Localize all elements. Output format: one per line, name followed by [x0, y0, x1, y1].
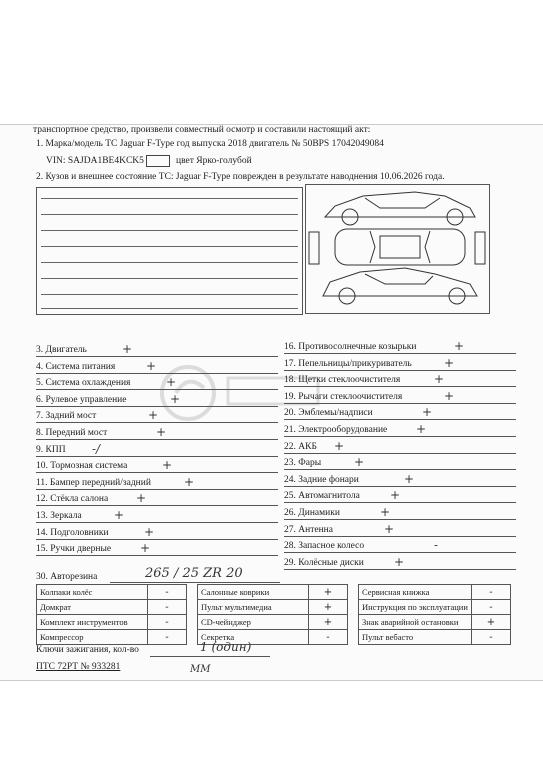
- right-check-item-label: 24. Задние фонари: [284, 474, 359, 485]
- right-check-item-mark: +: [454, 339, 465, 353]
- header-line: транспортное средство, произвели совместный осмотр и составили настоящий акт:: [33, 125, 371, 135]
- equipment-mark: -: [471, 585, 510, 600]
- equipment-label: Домкрат: [37, 600, 148, 615]
- equipment-label: Колпаки колёс: [37, 585, 148, 600]
- equipment-mark: -: [148, 615, 187, 630]
- equipment-label: Компрессор: [37, 630, 148, 645]
- left-check-item-underline: [36, 439, 278, 440]
- watermark-logo: [158, 348, 328, 438]
- equipment-gap: [187, 615, 198, 630]
- tyres-value: 265 / 25 ZR 20: [145, 566, 243, 581]
- equipment-gap: [348, 585, 359, 600]
- equipment-row: [37, 630, 511, 645]
- pts-number: ПТС 72РТ № 933281: [36, 662, 121, 672]
- equipment-label: CD-чейнджер: [198, 615, 309, 630]
- left-check-item-underline: [36, 505, 278, 506]
- equipment-label: Знак аварийной остановки: [359, 615, 472, 630]
- keys-label: Ключи зажигания, кол-во: [36, 645, 139, 655]
- right-check-item-mark: +: [354, 455, 365, 470]
- equipment-mark: -: [309, 630, 348, 645]
- left-check-item-label: 4. Система питания: [36, 361, 116, 372]
- equipment-mark: -: [148, 585, 187, 600]
- left-check-item-underline: [36, 489, 278, 490]
- right-check-item-label: 27. Антенна: [284, 524, 333, 535]
- equipment-row: [37, 615, 511, 630]
- right-check-item-mark: +: [404, 471, 415, 486]
- right-check-item-mark: +: [444, 388, 455, 403]
- right-check-item-label: 23. Фары: [284, 458, 322, 469]
- vehicle-model-line: 1. Марка/модель ТС Jaguar F-Type год выпуска 2018 двигатель № 50BPS 17042049084: [36, 139, 384, 149]
- left-check-item-underline: [36, 539, 278, 540]
- equipment-mark: +: [309, 585, 348, 600]
- left-check-item-mark: -/: [92, 441, 101, 456]
- left-check-item-label: 14. Подголовники: [36, 527, 109, 538]
- right-check-item-underline: [284, 502, 516, 503]
- vin-redacted-box: [146, 155, 170, 167]
- equipment-gap: [348, 600, 359, 615]
- right-check-item-underline: [284, 552, 516, 553]
- right-check-item-underline: [284, 536, 516, 537]
- right-check-item-mark: +: [434, 372, 445, 387]
- left-check-item-mark: +: [162, 458, 173, 473]
- equipment-gap: [348, 630, 359, 645]
- equipment-gap: [187, 600, 198, 615]
- right-check-item-label: 28. Запасное колесо: [284, 541, 365, 552]
- right-check-item-label: 21. Электрооборудование: [284, 425, 388, 435]
- equipment-mark: +: [471, 615, 510, 630]
- left-check-item-label: 6. Рулевое управление: [36, 394, 127, 405]
- left-check-item-label: 10. Тормозная система: [36, 461, 128, 472]
- equipment-mark: +: [309, 600, 348, 615]
- right-check-item-label: 26. Динамики: [284, 508, 340, 518]
- car-damage-diagram: [305, 184, 490, 314]
- right-check-item-label: 17. Пепельницы/прикуриватель: [284, 358, 412, 369]
- right-check-item-label: 29. Колёсные диски: [284, 557, 364, 568]
- left-check-item-mark: +: [184, 474, 195, 489]
- left-check-item-mark: +: [140, 541, 151, 556]
- left-check-item-mark: +: [144, 524, 155, 539]
- left-check-item-label: 13. Зеркала: [36, 511, 82, 521]
- right-check-item-mark: +: [444, 355, 455, 370]
- right-check-item-mark: +: [390, 488, 401, 503]
- equipment-label: Секретка: [198, 630, 309, 645]
- keys-underline: [150, 656, 270, 657]
- right-check-item-mark: +: [394, 554, 405, 569]
- redacted-footer-area: [0, 680, 543, 769]
- left-check-item-mark: +: [114, 508, 125, 522]
- damage-notes-box: [36, 187, 303, 315]
- left-check-item-mark: +: [156, 425, 167, 439]
- right-check-item-mark: +: [416, 422, 427, 436]
- left-check-item-mark: +: [146, 358, 157, 373]
- left-check-item-label: 12. Стёкла салона: [36, 494, 109, 505]
- right-check-item-label: 18. Щетки стеклоочистителя: [284, 375, 401, 386]
- left-check-item-label: 5. Система охлаждения: [36, 378, 131, 389]
- right-check-item-underline: [284, 569, 516, 570]
- left-check-item-label: 11. Бампер передний/задний: [36, 477, 151, 488]
- left-check-item-label: 15. Ручки дверные: [36, 544, 112, 555]
- equipment-mark: -: [148, 630, 187, 645]
- right-check-item-label: 19. Рычаги стеклоочистителя: [284, 391, 403, 402]
- right-check-item-underline: [284, 519, 516, 520]
- vehicle-color: цвет Ярко-голубой: [176, 156, 252, 166]
- equipment-gap: [187, 585, 198, 600]
- left-check-item-mark: +: [122, 342, 133, 356]
- left-check-item-underline: [36, 522, 278, 523]
- right-check-item-label: 22. АКБ: [284, 441, 317, 452]
- left-check-item-label: 7. Задний мост: [36, 411, 97, 422]
- equipment-label: Салонные коврики: [198, 585, 309, 600]
- left-check-item-mark: +: [148, 408, 159, 423]
- right-check-item-underline: [284, 469, 516, 470]
- equipment-gap: [348, 615, 359, 630]
- equipment-mark: -: [471, 600, 510, 615]
- equipment-label: Пульт вебасто: [359, 630, 472, 645]
- tyres-underline: [110, 582, 280, 583]
- signature-mark: ММ: [190, 664, 211, 675]
- right-check-item-mark: -: [434, 538, 439, 553]
- equipment-mark: -: [471, 630, 510, 645]
- vin-label: VIN: SAJDA1BE4KCK5: [46, 156, 144, 166]
- body-state-line: 2. Кузов и внешнее состояние ТС: Jaguar F-Type поврежден в результате наводнения 10.06.2026 года.: [36, 172, 445, 182]
- right-check-item-underline: [284, 453, 516, 454]
- equipment-mark: -: [148, 600, 187, 615]
- left-check-item-underline: [36, 555, 278, 556]
- right-check-item-mark: +: [380, 505, 391, 519]
- left-check-item-mark: +: [170, 391, 181, 406]
- right-check-item-label: 25. Автомагнитола: [284, 491, 360, 502]
- equipment-label: Сервисная книжка: [359, 585, 472, 600]
- tyres-label: 30. Авторезина: [36, 572, 98, 582]
- equipment-label: Пульт мультимедиа: [198, 600, 309, 615]
- left-check-item-mark: +: [166, 375, 177, 390]
- equipment-row: [37, 585, 511, 600]
- equipment-gap: [187, 630, 198, 645]
- equipment-table: [36, 584, 511, 645]
- equipment-mark: +: [309, 615, 348, 630]
- right-check-item-mark: +: [422, 405, 433, 420]
- right-check-item-underline: [284, 486, 516, 487]
- equipment-label: Инструкция по эксплуатации: [359, 600, 472, 615]
- right-check-item-label: 20. Эмблемы/надписи: [284, 408, 373, 419]
- redacted-header-area: [0, 0, 543, 125]
- left-check-item-label: 3. Двигатель: [36, 345, 87, 355]
- right-check-item-mark: +: [334, 438, 345, 453]
- left-check-item-underline: [36, 456, 278, 457]
- equipment-label: Комплект инструментов: [37, 615, 148, 630]
- right-check-item-mark: +: [384, 521, 395, 536]
- left-check-item-label: 9. КПП: [36, 444, 66, 455]
- right-check-item-label: 16. Противосолнечные козырьки: [284, 342, 417, 352]
- equipment-row: [37, 600, 511, 615]
- keys-value: 1 (один): [200, 640, 252, 654]
- left-check-item-underline: [36, 472, 278, 473]
- left-check-item-label: 8. Передний мост: [36, 428, 108, 438]
- left-check-item-mark: +: [136, 491, 147, 506]
